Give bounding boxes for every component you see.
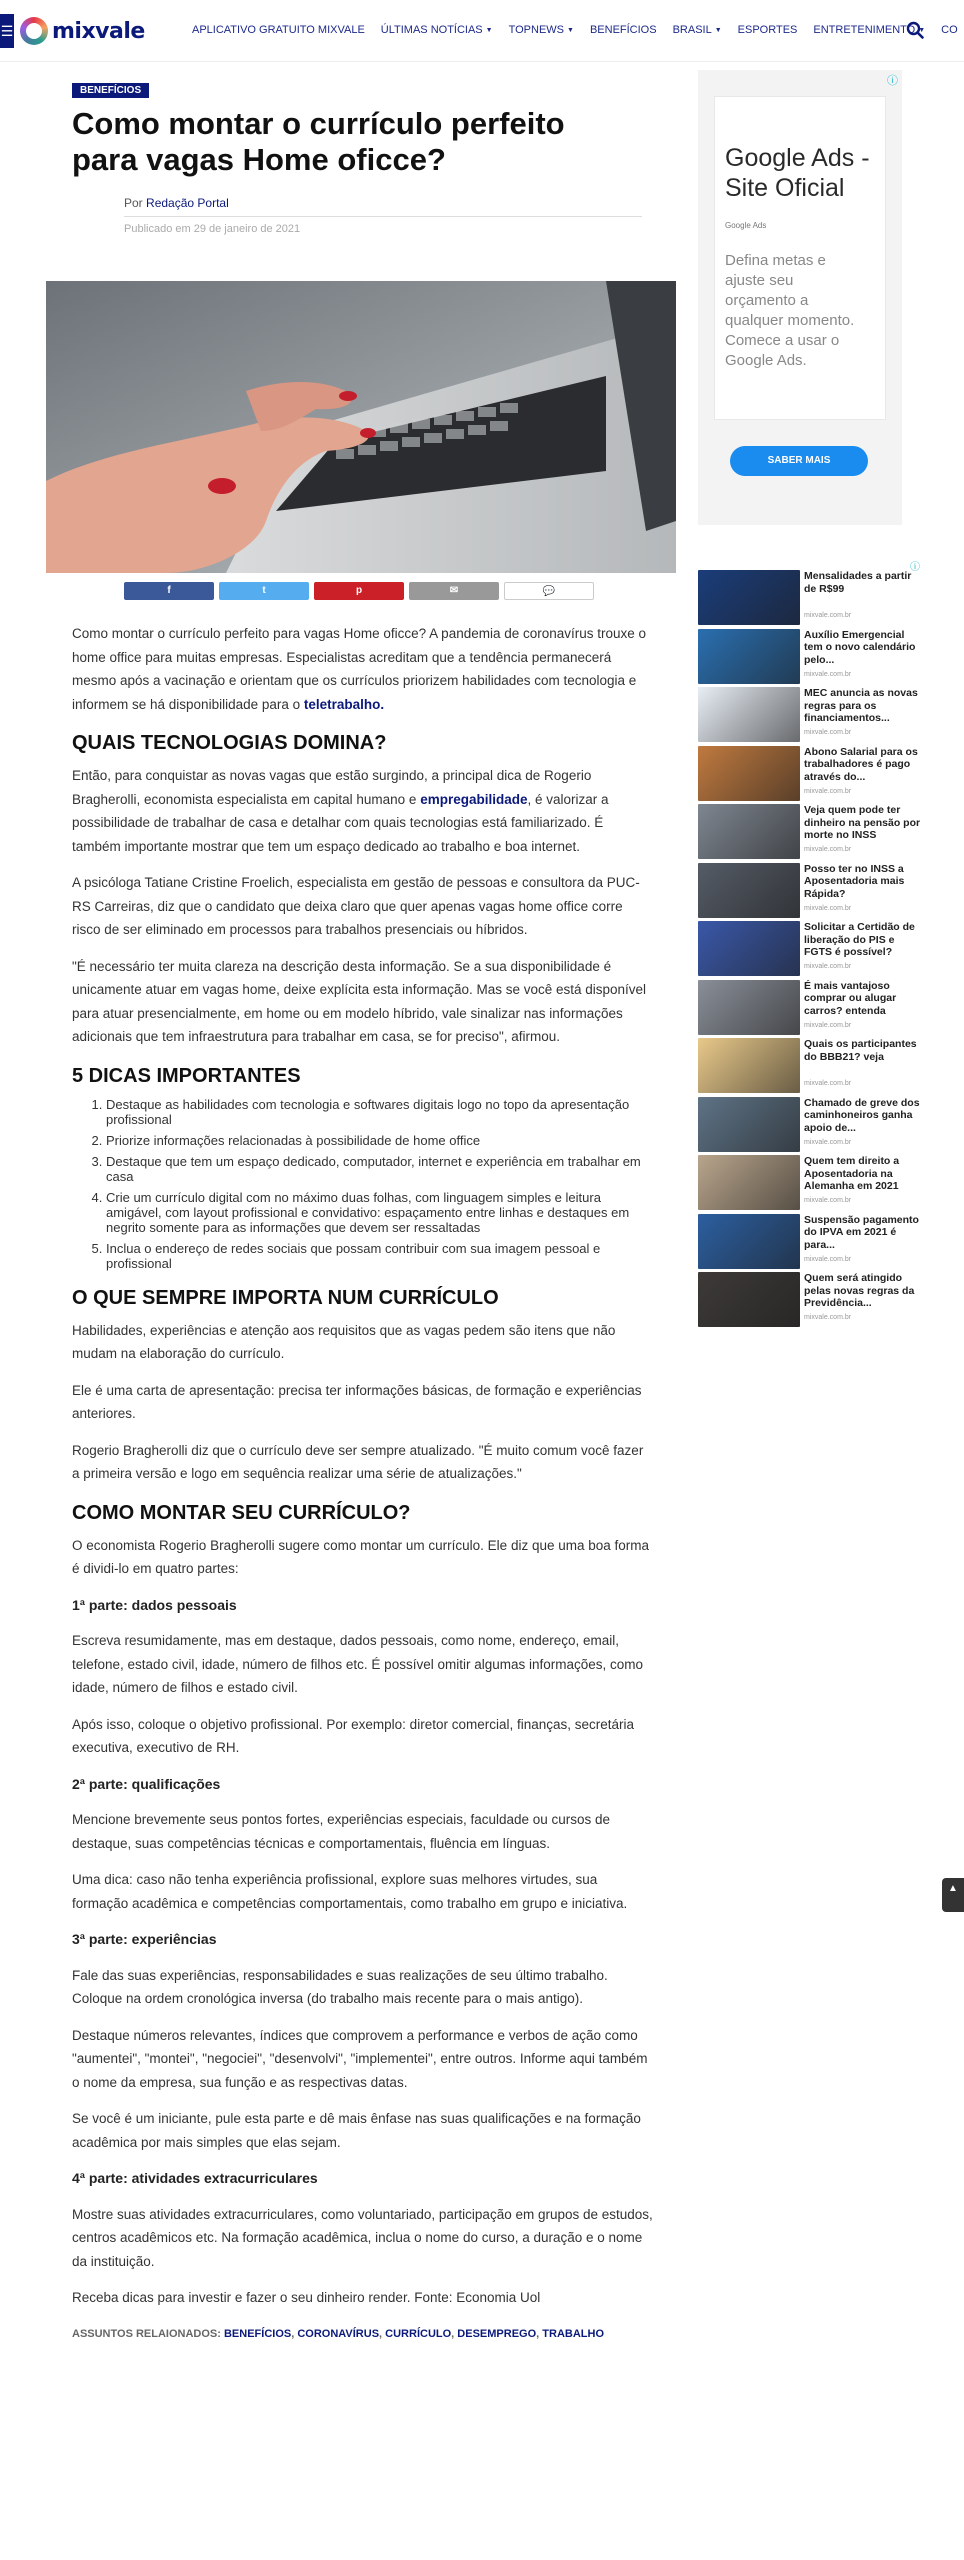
news-thumbnail[interactable] <box>698 1214 800 1269</box>
paragraph: Mencione brevemente seus pontos fortes, experiências especiais, faculdade ou cursos de destaque, suas competências técnicas e comportamentais, fluência em línguas. <box>72 1812 611 1851</box>
news-title[interactable]: MEC anuncia as novas regras para os financiamentos... <box>804 687 918 724</box>
news-thumbnail[interactable] <box>698 980 800 1035</box>
news-thumbnail[interactable] <box>698 1272 800 1327</box>
paragraph: Então, para conquistar as novas vagas que estão surgindo, a principal dica de Rogerio Bragherolli, economista especialista em capital humano e empregabilidade, é valorizar a possibilidade de trabalhar de casa e detalhar com quais tecnologias está familiarizado. É também importante mostrar que tem um espaço dedicado ao trabalho e boa internet. <box>72 768 609 854</box>
news-thumbnail[interactable] <box>698 1097 800 1152</box>
news-thumbnail[interactable] <box>698 1155 800 1210</box>
news-source: mixvale.com.br <box>804 1255 852 1263</box>
paragraph: Rogerio Bragherolli diz que o currículo deve ser sempre atualizado. "É muito comum você fazer a primeira versão e logo em sequência realizar uma série de atualizações." <box>72 1442 644 1481</box>
subheading: 4ª parte: atividades extracurriculares <box>72 2170 318 2186</box>
share-pinterest-button[interactable]: p <box>314 582 404 600</box>
list-item: 1. Destaque as habilidades com tecnologia e softwares digitais logo no topo da apresentação profissional <box>106 1097 654 1127</box>
news-item[interactable] <box>698 1155 924 1214</box>
share-bar <box>124 582 594 600</box>
news-title[interactable]: Abono Salarial para os trabalhadores é pago através do... <box>804 745 918 783</box>
nav-item-benefits[interactable]: BENEFÍCIOS <box>589 24 657 36</box>
list-item: 3. Destaque que tem um espaço dedicado, computador, internet e experiência em trabalhar em casa <box>106 1154 654 1184</box>
paragraph: Como montar o currículo perfeito para vagas Home oficce? A pandemia de coronavírus trouxe o home office para muitas empresas. Especialistas acreditam que a tendência permanecerá mesmo após a vacinação e orientam que os currículos priorizem habilidades com tecnologia e informem se há disponibilidade para o teletrabalho. <box>72 626 647 712</box>
news-text <box>804 1038 924 1097</box>
logo-text: mixvale <box>52 18 145 44</box>
related-tags: ASSUNTOS RELAIONADOS: BENEFÍCIOS, CORONAVÍRUS, CURRÍCULO, DESEMPREGO, TRABALHO <box>72 2327 604 2340</box>
news-text <box>804 863 924 922</box>
tag-link[interactable]: DESEMPREGO <box>457 2327 537 2340</box>
paragraph: Ele é uma carta de apresentação: precisa ter informações básicas, de formação e experiências anteriores. <box>72 1382 642 1421</box>
news-source: mixvale.com.br <box>804 1138 852 1146</box>
share-facebook-button[interactable]: f <box>124 582 214 600</box>
news-thumbnail[interactable] <box>698 570 800 625</box>
news-item[interactable] <box>698 570 924 629</box>
news-text <box>804 1214 924 1273</box>
news-text <box>804 629 924 688</box>
news-title[interactable]: É mais vantajoso comprar ou alugar carros? entenda <box>804 979 897 1017</box>
caret-down-icon: ▼ <box>714 26 722 34</box>
news-title[interactable]: Quem será atingido pelas novas regras da Previdência... <box>804 1272 915 1309</box>
news-text <box>804 1155 924 1214</box>
byline-prefix: Por <box>124 196 143 210</box>
byline <box>124 196 642 217</box>
news-thumbnail[interactable] <box>698 1038 800 1093</box>
news-source: mixvale.com.br <box>804 1197 852 1204</box>
paragraph: Fale das suas experiências, responsabilidades e suas realizações de seu último trabalho. Coloque na ordem cronológica inversa (do trabalho mais recente para o mais antigo). <box>72 1967 608 2006</box>
laptop-typing-illustration <box>46 281 676 573</box>
news-text <box>804 687 924 746</box>
news-text <box>804 746 924 805</box>
menu-icon[interactable]: ☰ <box>0 14 14 48</box>
paragraph: Destaque números relevantes, índices que comprovem a performance e verbos de ação como "aumentei", "montei", "negociei", "desenvolvi", "implementei", entre outros. Informe aqui também o nome da empresa, sua função e as respectivas datas. <box>72 2027 648 2090</box>
news-source: mixvale.com.br <box>804 1080 852 1087</box>
paragraph: Receba dicas para investir e fazer o seu dinheiro render. Fonte: Economia Uol <box>72 2290 541 2305</box>
news-source: mixvale.com.br <box>804 729 852 736</box>
news-item[interactable] <box>698 687 924 746</box>
news-title[interactable]: Quais os participantes do BBB21? veja <box>804 1038 917 1063</box>
news-source: mixvale.com.br <box>804 1021 852 1029</box>
nav-item-brazil[interactable]: BRASIL ▼ <box>672 24 722 36</box>
adchoices-icon[interactable]: ⓘ <box>887 75 898 87</box>
news-title[interactable]: Chamado de greve dos caminhoneiros ganha apoio de... <box>804 1096 920 1134</box>
logo-ring-icon <box>20 17 48 45</box>
news-item[interactable] <box>698 1214 924 1273</box>
scroll-to-top-button[interactable]: ▲ <box>942 1878 964 1912</box>
news-text <box>804 570 924 629</box>
site-header <box>0 0 964 62</box>
news-list <box>698 570 924 1331</box>
paragraph: Uma dica: caso não tenha experiência profissional, explore suas melhores virtudes, sua formação acadêmica e competências comportamentais, como trabalho em grupo e iniciativa. <box>72 1872 628 1911</box>
news-title[interactable]: Auxílio Emergencial tem o novo calendário pelo... <box>804 628 916 666</box>
news-text <box>804 1097 924 1156</box>
ad-card <box>714 96 886 420</box>
news-thumbnail[interactable] <box>698 629 800 684</box>
caret-down-icon: ▼ <box>485 26 493 34</box>
news-thumbnail[interactable] <box>698 746 800 801</box>
subheading: 1ª parte: dados pessoais <box>72 1596 237 1613</box>
news-title[interactable]: Posso ter no INSS a Aposentadoria mais Rápida? <box>804 862 905 900</box>
tag-link[interactable]: BENEFÍCIOS <box>223 2327 292 2340</box>
paragraph: Se você é um iniciante, pule esta parte e dê mais ênfase nas suas qualificações e na formação acadêmica por mais simples que elas sejam. <box>72 2111 641 2150</box>
tips-list <box>106 1097 654 1271</box>
ad-description: Defina metas e ajuste seu orçamento a qualquer momento. Comece a usar o Google Ads. <box>725 252 855 369</box>
paragraph: Habilidades, experiências e atenção aos requisitos que as vagas pedem são itens que não mudam na elaboração do currículo. <box>72 1322 616 1361</box>
paragraph: A psicóloga Tatiane Cristine Froelich, especialista em gestão de pessoas e consultora da PUC-RS Carreiras, diz que o candidato que deixa claro que quer apenas vagas home office corre risco de ser eliminado em processos para trabalhos presenciais ou híbridos. <box>72 875 640 937</box>
news-item[interactable] <box>698 1038 924 1097</box>
share-twitter-button[interactable]: t <box>219 582 309 600</box>
news-source: mixvale.com.br <box>804 1314 852 1321</box>
site-logo[interactable] <box>20 14 145 48</box>
list-item: 4. Crie um currículo digital com no máximo duas folhas, com linguagem simples e leitura amigável, com layout profissional e convidativo: espaçamento entre linhas e destaques em negrito somente para as informações que devem ser ressaltadas <box>106 1190 654 1235</box>
news-title[interactable]: Solicitar a Certidão de liberação do PIS e FGTS é possível? <box>804 921 915 958</box>
tag-link[interactable]: CURRÍCULO <box>385 2327 452 2340</box>
list-item: 5. Inclua o endereço de redes sociais que possam contribuir com sua imagem pessoal e profissional <box>106 1241 654 1271</box>
news-text <box>804 921 924 980</box>
news-thumbnail[interactable] <box>698 687 800 742</box>
nav-item-more[interactable]: CO <box>941 24 958 36</box>
share-email-button[interactable]: ✉ <box>409 582 499 600</box>
adchoices-icon[interactable]: ⓘ <box>910 562 920 573</box>
list-item: 2. Priorize informações relacionadas à possibilidade de home office <box>106 1133 654 1148</box>
paragraph: Escreva resumidamente, mas em destaque, dados pessoais, como nome, endereço, email, telefone, estado civil, idade, número de filhos etc. É possível omitir algumas informações, como idade, número de filhos e estado civil. <box>72 1633 644 1695</box>
paragraph: Mostre suas atividades extracurriculares, como voluntariado, participação em grupos de estudos, centros acadêmicos etc. Na formação acadêmica, inclua o nome do curso, a duração e o nome da instituição. <box>72 2206 653 2269</box>
news-item[interactable] <box>698 863 924 922</box>
nav-item-topnews[interactable]: TOPNEWS ▼ <box>508 24 574 36</box>
article-title: Como montar o currículo perfeito para vagas Home oficce? <box>72 106 565 177</box>
nav-item-entertainment[interactable]: ENTRETENIMENTO ▼ <box>813 24 926 36</box>
publish-date: Publicado em 29 de janeiro de 2021 <box>124 223 301 235</box>
news-title[interactable]: Quem tem direito a Aposentadoria na Alemanha em 2021 <box>804 1155 900 1192</box>
news-item[interactable] <box>698 804 924 863</box>
nav-item-latest[interactable]: ÚLTIMAS NOTÍCIAS ▼ <box>380 24 493 36</box>
sidebar-ad[interactable] <box>698 70 902 525</box>
news-item[interactable] <box>698 1097 924 1156</box>
caret-down-icon: ▼ <box>918 26 926 34</box>
teletrabalho-link[interactable]: teletrabalho. <box>303 696 385 712</box>
news-title[interactable]: Veja quem pode ter dinheiro na pensão por morte no INSS <box>804 804 921 841</box>
ad-domain: Google Ads <box>725 221 767 230</box>
paragraph: "É necessário ter muita clareza na descrição desta informação. Se a sua disponibilidade é unicamente atuar em vagas home, deixe explícita esta informação. Mas se você está disponível para atuar presencialmente, em home ou em modelo híbrido, vale sinalizar nas informações adicionais que tem infraestrutura para trabalhar em casa, se for preciso", afirmou. <box>72 958 647 1044</box>
hero-image <box>46 281 676 573</box>
caret-down-icon: ▼ <box>567 26 574 34</box>
section-heading: QUAIS TECNOLOGIAS DOMINA? <box>72 732 387 754</box>
ad-cta-button[interactable]: SABER MAIS <box>730 446 868 476</box>
empregabilidade-link[interactable]: empregabilidade <box>420 791 528 807</box>
paragraph: O economista Rogerio Bragherolli sugere como montar um currículo. Ele diz que uma boa forma é dividi-lo em quatro partes: <box>72 1537 650 1576</box>
news-source: mixvale.com.br <box>804 787 852 795</box>
sidebar-news <box>698 562 924 1331</box>
news-thumbnail[interactable] <box>698 921 800 976</box>
news-text <box>804 980 924 1039</box>
news-title[interactable]: Mensalidades a partir de R$99 <box>804 570 912 595</box>
article-header <box>72 80 652 235</box>
news-text <box>804 1272 924 1331</box>
tag-link[interactable]: TRABALHO <box>542 2327 604 2340</box>
news-source: mixvale.com.br <box>804 670 852 678</box>
subheading: 3ª parte: experiências <box>72 1931 217 1947</box>
news-item[interactable] <box>698 746 924 805</box>
news-text <box>804 804 924 863</box>
news-title[interactable]: Suspensão pagamento do IPVA em 2021 é para... <box>804 1213 919 1251</box>
news-thumbnail[interactable] <box>698 804 800 859</box>
subheading: 2ª parte: qualificações <box>72 1775 221 1792</box>
paragraph: Após isso, coloque o objetivo profissional. Por exemplo: diretor comercial, finanças, secretária executiva, executivo de RH. <box>72 1716 635 1755</box>
section-heading: O QUE SEMPRE IMPORTA NUM CURRÍCULO <box>72 1286 499 1309</box>
news-thumbnail[interactable] <box>698 863 800 918</box>
tag-link[interactable]: CORONAVÍRUS <box>297 2327 380 2340</box>
nav-item-sports[interactable]: ESPORTES <box>737 24 798 36</box>
author-link[interactable]: Redação Portal <box>146 196 229 210</box>
article-body <box>72 622 654 2346</box>
news-item[interactable] <box>698 629 924 688</box>
news-item[interactable] <box>698 921 924 980</box>
category-badge[interactable]: BENEFÍCIOS <box>72 83 149 98</box>
tags-label: ASSUNTOS RELAIONADOS: <box>72 2327 221 2340</box>
comment-button[interactable]: 💬 <box>504 582 594 600</box>
news-source: mixvale.com.br <box>804 904 852 912</box>
main-nav <box>192 24 958 36</box>
nav-item-app[interactable]: APLICATIVO GRATUITO MIXVALE <box>192 24 365 36</box>
search-icon[interactable] <box>906 21 924 39</box>
news-source: mixvale.com.br <box>804 846 852 853</box>
section-heading: COMO MONTAR SEU CURRÍCULO? <box>72 1501 411 1524</box>
news-source: mixvale.com.br <box>804 612 852 619</box>
news-source: mixvale.com.br <box>804 963 852 970</box>
news-item[interactable] <box>698 1272 924 1331</box>
section-heading: 5 DICAS IMPORTANTES <box>72 1064 301 1087</box>
news-item[interactable] <box>698 980 924 1039</box>
ad-title[interactable]: Google Ads - Site Oficial <box>725 144 870 202</box>
